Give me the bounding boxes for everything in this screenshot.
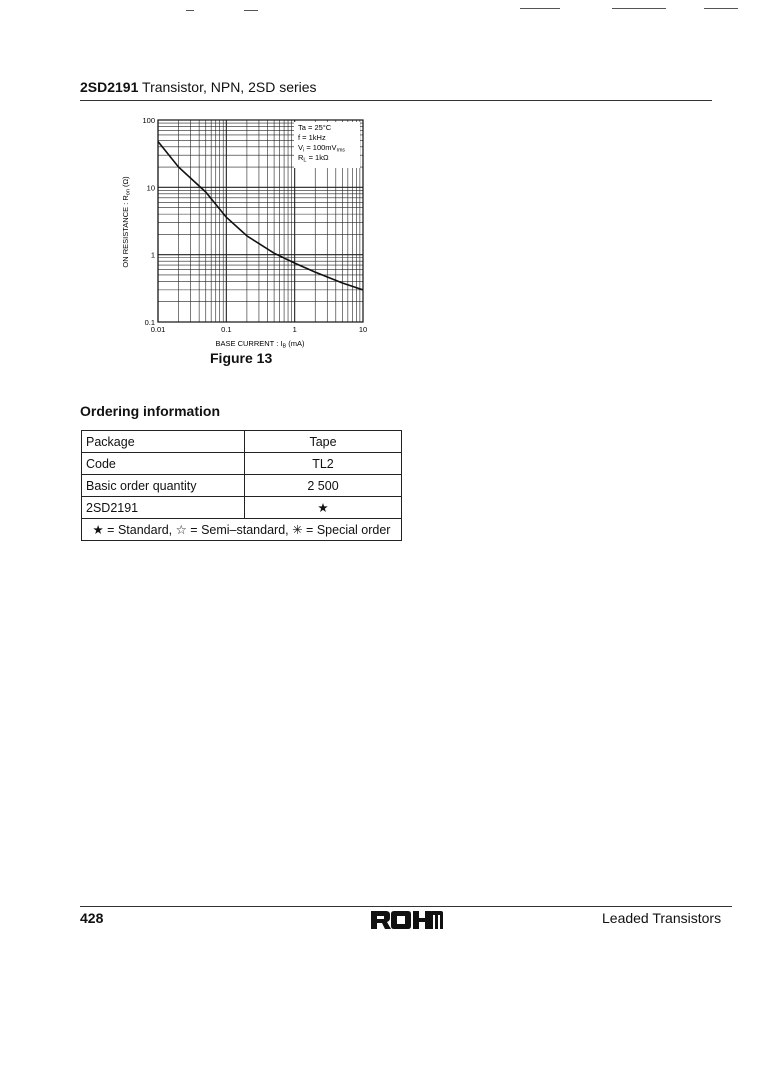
table-row [82,475,402,497]
condition-rl: $R_L = 1k\Omega$ [298,153,329,164]
x-tick-label: 0.01 [150,325,166,334]
y-tick-label: 100 [142,116,155,125]
condition-f: f = 1kHz [298,133,326,142]
x-tick-label: 10 [358,325,368,334]
table-row [82,431,402,453]
y-tick-label: 10 [146,183,155,193]
brand-text: ROHM [370,908,374,909]
condition-vi: $V_i = 100mV_{rms}$ [298,143,345,154]
table-row [82,453,402,475]
table-row [82,519,402,541]
x-tick-label: 1 [292,325,297,334]
row-label: 2SD2191 [82,497,245,519]
x-tick-label: 0.1 [221,325,232,334]
figure-caption: Figure 13 [210,350,273,366]
scan-mark [704,8,738,9]
y-tick-label: 0.1 [144,318,155,327]
row-label: Basic order quantity [82,475,245,497]
rohm-logo [370,908,444,930]
footer-section: Leaded Transistors [602,910,722,926]
condition-ta: Ta = 25°C [298,123,332,132]
y-axis-label: ON RESISTANCE : $R_{on}$ (Ω) [121,176,132,268]
footer-rule [80,906,732,907]
section-title: Ordering information [80,403,220,419]
scan-mark [520,8,560,9]
row-value: TL2 [245,453,402,475]
row-value: Tape [245,431,402,453]
row-value: 2 500 [245,475,402,497]
part-description: Transistor, NPN, 2SD series [142,79,317,95]
row-label: Package [82,431,245,453]
scan-mark [612,8,666,9]
row-value: ★ [245,497,402,519]
ordering-table [81,430,402,541]
legend-note: ★ = Standard, ☆ = Semi–standard, ✳ = Special order [82,519,402,541]
scan-mark [186,10,194,11]
table-row [82,497,402,519]
header-rule [80,100,712,101]
y-tick-label: 1 [150,250,155,260]
row-label: Code [82,453,245,475]
on-resistance-chart [120,112,380,350]
part-number: 2SD2191 [80,79,139,95]
document-title [80,79,317,95]
page-number: 428 [80,910,104,926]
x-axis-label: BASE CURRENT : $I_B$ (mA) [215,339,305,350]
scan-mark [244,10,258,11]
